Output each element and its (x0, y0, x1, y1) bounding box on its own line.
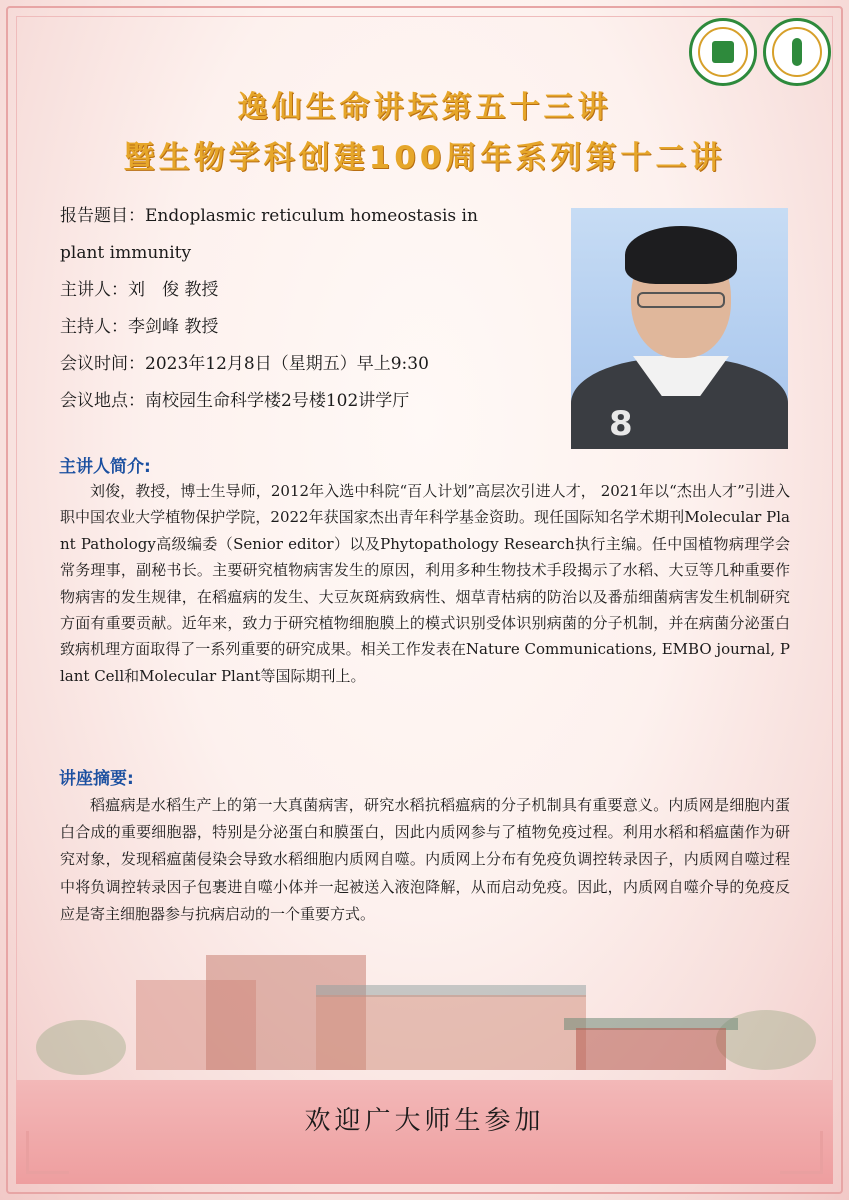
bio-text: 刘俊，教授，博士生导师，2012年入选中科院“百人计划”高层次引进人才， 2021年以“杰出人才”引进入职中国农业大学植物保护学院，2022年获国家杰出青年科学基金资助。现任国际知名学术期刊Molecular Plant Pathology高级编委（Senior editor）以及Phytopathology Research执行主编。任中国植物病理学会常务理事，副秘书长。主要研究植物病害发生的原因，利用多种生物技术手段揭示了水稻、大豆等几种重要作物病害的发生规律，在稻瘟病的发生、大豆灰斑病致病性、烟草青枯病的防治以及番茄细菌病害发生机制研究方面有重要贡献。近年来，致力于研究植物细胞膜上的模式识别受体识别病菌的分子机制，并在病菌分泌蛋白致病机理方面取得了一系列重要的研究成果。相关工作发表在Nature Communications, EMBO journal, Plant Cell和Molecular Plant等国际期刊上。 (60, 482, 790, 685)
topic-label: 报告题目： (60, 206, 145, 226)
place-row (60, 383, 540, 420)
speaker-photo (571, 208, 788, 449)
speaker-label: 主讲人： (60, 280, 128, 300)
topic-continued: plant immunity (60, 243, 192, 263)
topic-row (60, 198, 540, 235)
lecture-info (60, 198, 540, 420)
shirt-number: 8 (609, 404, 633, 444)
corner-ornament-right (780, 1131, 823, 1174)
bio-heading: 主讲人简介: (59, 457, 151, 477)
abstract-text: 稻瘟病是水稻生产上的第一大真菌病害，研究水稻抗稻瘟病的分子机制具有重要意义。内质网是细胞内蛋白合成的重要细胞器，特别是分泌蛋白和膜蛋白，因此内质网参与了植物免疫过程。利用水稻和稻瘟菌作为研究对象，发现稻瘟菌侵染会导致水稻细胞内质网自噬。内质网上分布有免疫负调控转录因子，内质网自噬过程中将负调控转录因子包裹进自噬小体并一起被送入液泡降解，从而启动免疫。因此，内质网自噬介导的免疫反应是寄主细胞器参与抗病启动的一个重要方式。 (60, 796, 790, 923)
place-label: 会议地点： (60, 391, 145, 411)
speaker-value: 刘 俊 教授 (128, 280, 219, 300)
logo-group (689, 18, 831, 86)
place-value: 南校园生命科学楼2号楼102讲学厅 (145, 391, 410, 411)
campus-illustration (16, 930, 833, 1080)
lecture-title: 逸仙生命讲坛第五十三讲 (237, 90, 612, 125)
time-value: 2023年12月8日（星期五）早上9:30 (145, 354, 429, 374)
lecture-subtitle: 暨生物学科创建100周年系列第十二讲 (123, 140, 726, 176)
time-label: 会议时间： (60, 354, 145, 374)
welcome-text: 欢迎广大师生参加 (304, 1106, 545, 1136)
institute-seal-icon (763, 18, 831, 86)
topic-value: Endoplasmic reticulum homeostasis in (145, 206, 478, 226)
university-seal-icon (689, 18, 757, 86)
host-value: 李剑峰 教授 (128, 317, 219, 337)
corner-ornament-left (26, 1131, 69, 1174)
host-row (60, 309, 540, 346)
speaker-row (60, 272, 540, 309)
time-row (60, 346, 540, 383)
host-label: 主持人： (60, 317, 128, 337)
abstract-heading: 讲座摘要: (59, 769, 134, 789)
